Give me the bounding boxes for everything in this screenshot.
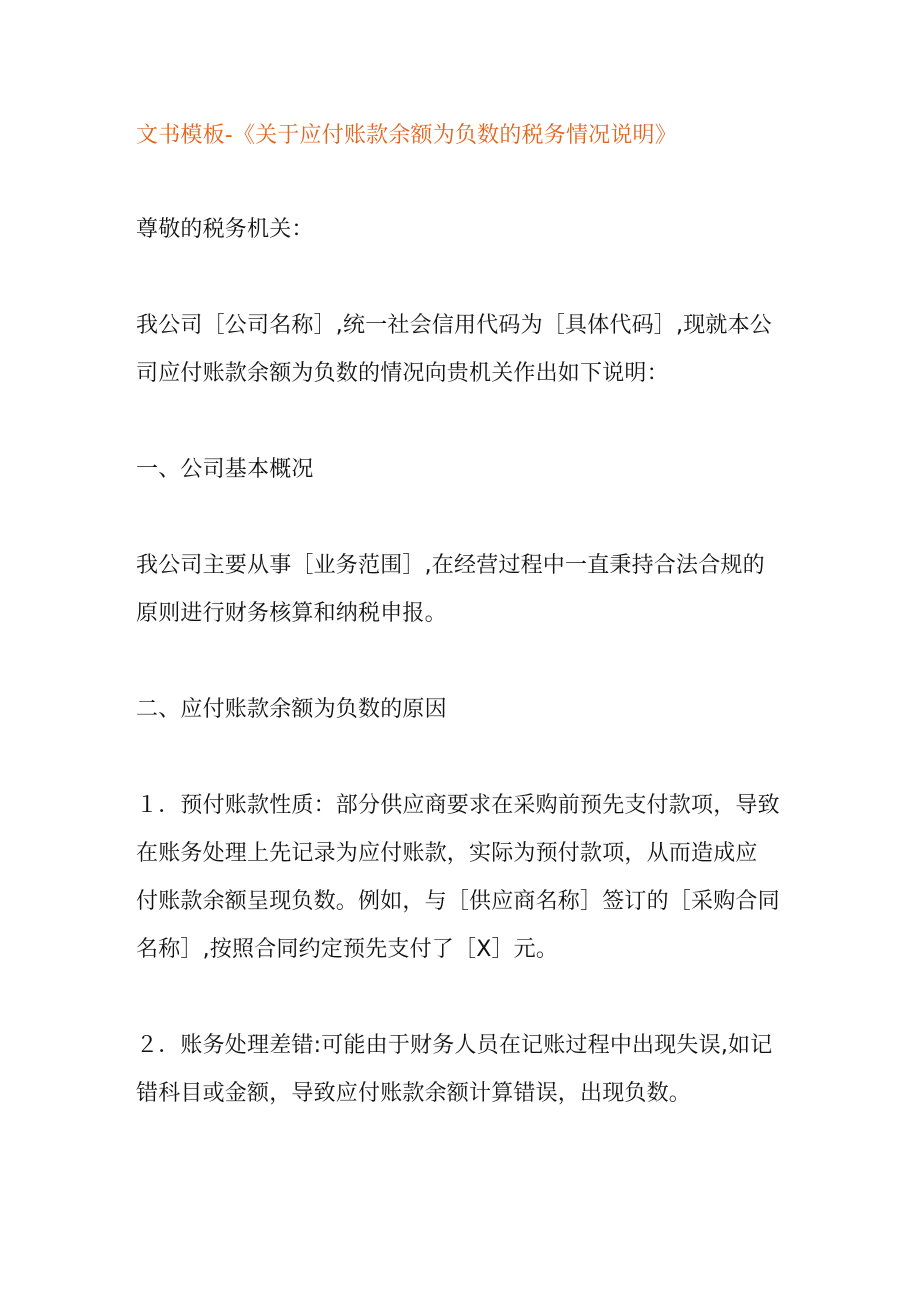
- paragraph-line: 原则进行财务核算和纳税申报。: [136, 601, 447, 626]
- paragraph-line: 在账务处理上先记录为应付账款，实际为预付款项，从而造成应: [136, 841, 758, 866]
- paragraph-line: 我公司主要从事［业务范围］,在经营过程中一直秉持合法合规的: [136, 553, 765, 578]
- salutation-text: 尊敬的税务机关：: [136, 217, 314, 242]
- heading-text: 二、应付账款余额为负数的原因: [136, 697, 447, 722]
- paragraph-line: ２．账务处理差错:可能由于财务人员在记账过程中出现失误,如记: [136, 1033, 773, 1058]
- intro-paragraph: [136, 302, 800, 398]
- paragraph-line: 司应付账款余额为负数的情况向贵机关作出如下说明：: [136, 361, 669, 386]
- paragraph-line: 付账款余额呈现负数。例如，与［供应商名称］签订的［采购合同: [136, 889, 780, 914]
- heading-text: 一、公司基本概况: [136, 457, 314, 482]
- paragraph-line: １．预付账款性质：部分供应商要求在采购前预先支付款项，导致: [136, 793, 780, 818]
- section-2-item-1: [136, 782, 800, 974]
- section-1-heading: [136, 446, 800, 494]
- section-1-paragraph: [136, 542, 800, 638]
- document-title: [136, 112, 800, 160]
- paragraph-line: 我公司［公司名称］,统一社会信用代码为［具体代码］,现就本公: [136, 313, 772, 338]
- paragraph-line: 名称］,按照合同约定预先支付了［X］元。: [136, 937, 559, 962]
- section-2-heading: [136, 686, 800, 734]
- paragraph-line: 错科目或金额，导致应付账款余额计算错误，出现负数。: [136, 1081, 692, 1106]
- salutation: [136, 206, 800, 254]
- section-2-item-2: [136, 1022, 800, 1118]
- title-text: 文书模板-《关于应付账款余额为负数的税务情况说明》: [136, 123, 677, 148]
